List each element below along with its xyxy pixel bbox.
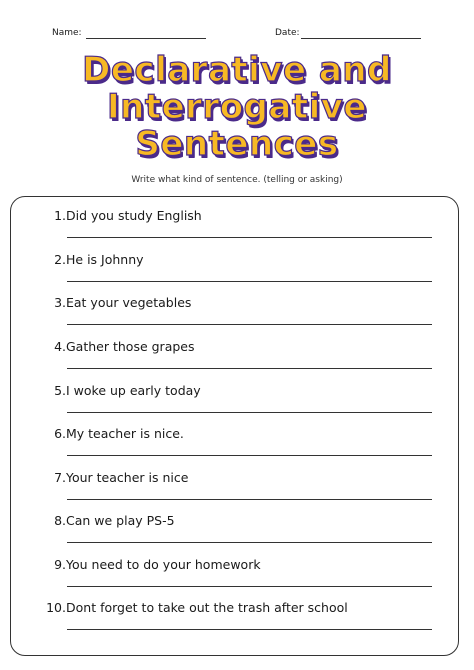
question-number: 2. xyxy=(54,252,66,267)
question-item xyxy=(11,600,460,644)
question-text: Your teacher is nice xyxy=(66,470,189,485)
question-item xyxy=(11,557,460,601)
question-item xyxy=(11,295,460,339)
instructions-text: Write what kind of sentence. (telling or asking) xyxy=(131,175,343,185)
name-field[interactable] xyxy=(86,38,206,39)
question-number: 5. xyxy=(54,383,66,398)
question-number: 1. xyxy=(54,208,66,223)
question-number: 10. xyxy=(46,600,66,615)
answer-line[interactable] xyxy=(67,499,432,500)
answer-line[interactable] xyxy=(67,237,432,238)
name-label: Name: xyxy=(52,28,82,38)
question-item xyxy=(11,383,460,427)
question-item xyxy=(11,208,460,252)
answer-line[interactable] xyxy=(67,542,432,543)
title-line-2: Interrogative xyxy=(107,87,367,127)
answer-line[interactable] xyxy=(67,324,432,325)
question-number: 9. xyxy=(54,557,66,572)
question-text: Gather those grapes xyxy=(66,339,195,354)
answer-line[interactable] xyxy=(67,586,432,587)
questions-box xyxy=(10,196,459,656)
question-item xyxy=(11,426,460,470)
question-text: I woke up early today xyxy=(66,383,201,398)
question-number: 6. xyxy=(54,426,66,441)
answer-line[interactable] xyxy=(67,281,432,282)
answer-line[interactable] xyxy=(67,368,432,369)
question-item xyxy=(11,470,460,514)
question-text: My teacher is nice. xyxy=(66,426,184,441)
question-text: He is Johnny xyxy=(66,252,144,267)
question-number: 8. xyxy=(54,513,66,528)
question-number: 4. xyxy=(54,339,66,354)
date-field[interactable] xyxy=(301,38,421,39)
question-number: 3. xyxy=(54,295,66,310)
question-text: You need to do your homework xyxy=(66,557,261,572)
answer-line[interactable] xyxy=(67,629,432,630)
title-line-3: Sentences xyxy=(135,124,339,164)
question-text: Eat your vegetables xyxy=(66,295,192,310)
title-line-1: Declarative and xyxy=(82,50,392,90)
question-text: Did you study English xyxy=(66,208,202,223)
date-label: Date: xyxy=(275,28,300,38)
worksheet-header xyxy=(0,26,474,44)
question-text: Can we play PS-5 xyxy=(66,513,175,528)
answer-line[interactable] xyxy=(67,412,432,413)
question-text: Dont forget to take out the trash after school xyxy=(66,600,348,615)
worksheet-title xyxy=(0,52,474,163)
answer-line[interactable] xyxy=(67,455,432,456)
question-item xyxy=(11,513,460,557)
question-item xyxy=(11,339,460,383)
question-item xyxy=(11,252,460,296)
question-number: 7. xyxy=(54,470,66,485)
